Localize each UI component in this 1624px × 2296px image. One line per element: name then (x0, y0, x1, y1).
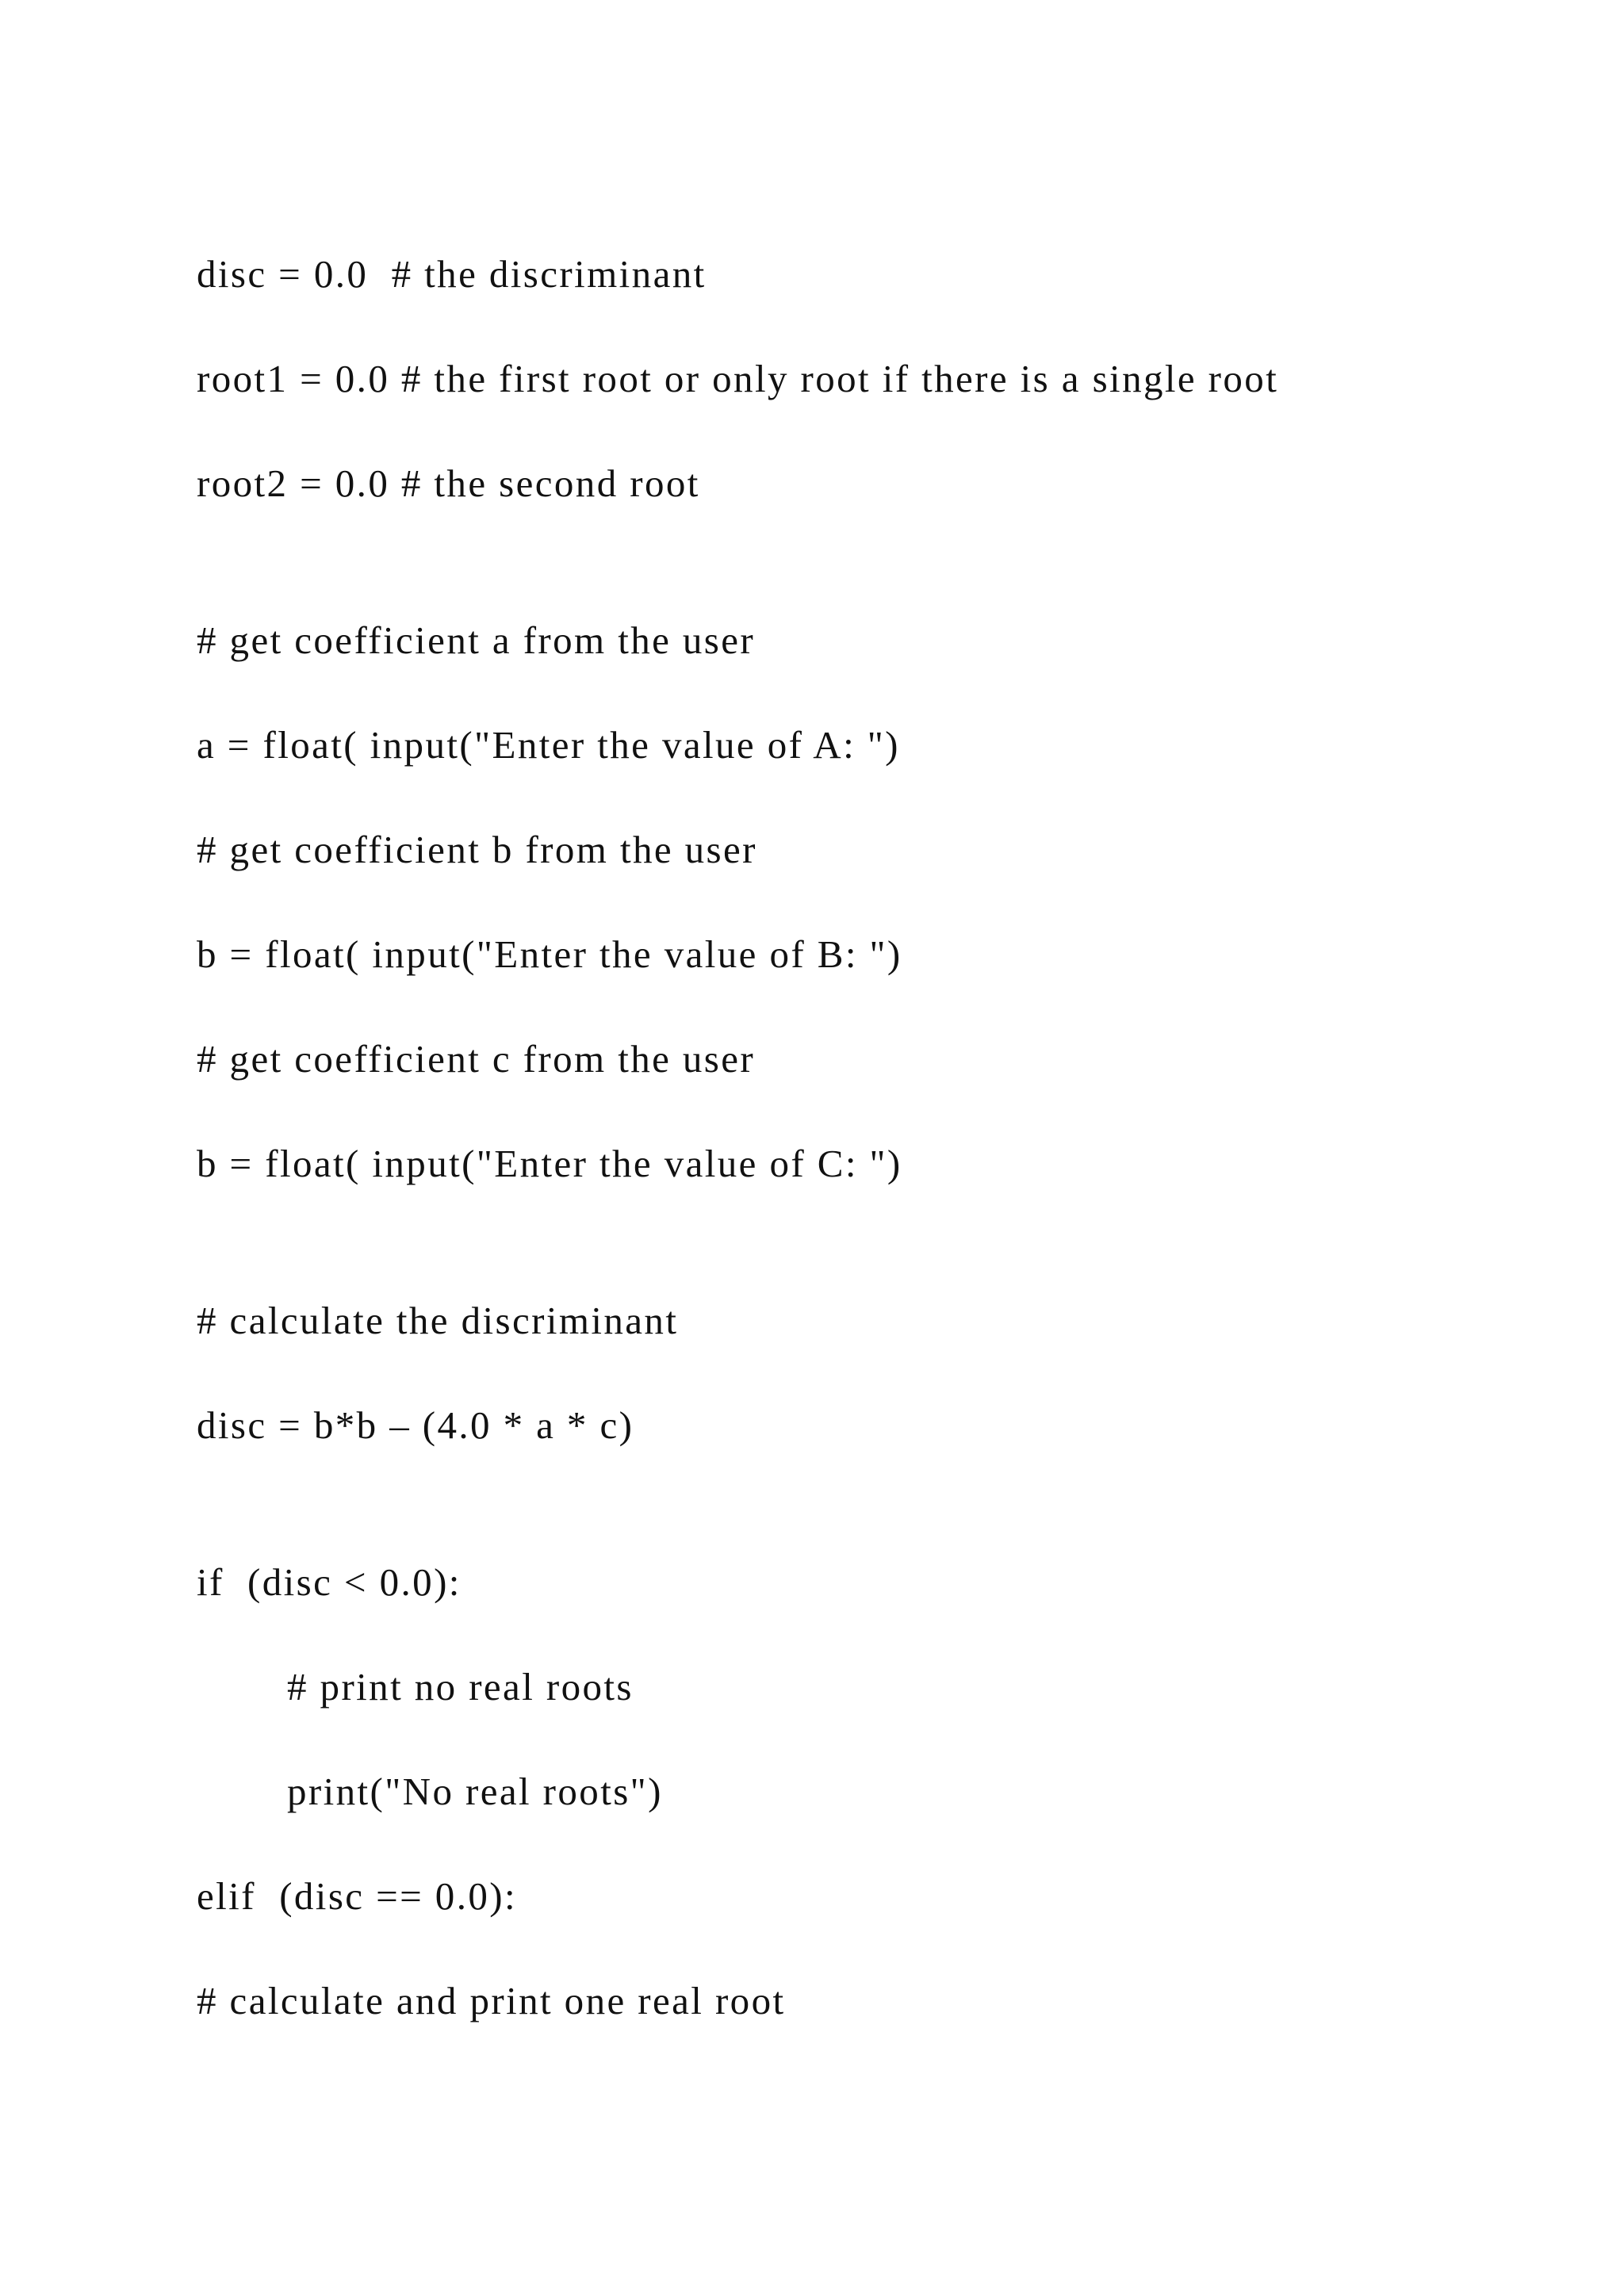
comment-calculate-discriminant: # calculate the discriminant (197, 1299, 679, 1342)
code-line-root2-init: root2 = 0.0 # the second root (197, 461, 700, 505)
code-line-input-a: a = float( input("Enter the value of A: ") (197, 723, 900, 767)
comment-get-b: # get coefficient b from the user (197, 828, 757, 871)
comment-calculate-one-root: # calculate and print one real root (197, 1979, 786, 2022)
comment-get-c: # get coefficient c from the user (197, 1037, 756, 1081)
code-line-if-disc: if (disc < 0.0): (197, 1560, 462, 1604)
code-line-input-b: b = float( input("Enter the value of B: ") (197, 932, 902, 976)
comment-print-no-real-roots: # print no real roots (287, 1665, 634, 1709)
code-line-disc-init: disc = 0.0 # the discriminant (197, 252, 707, 296)
code-line-root1-init: root1 = 0.0 # the first root or only root if there is a single root (197, 357, 1279, 400)
code-line-print-no-real-roots: print("No real roots") (287, 1770, 663, 1813)
code-line-elif-disc: elif (disc == 0.0): (197, 1874, 517, 1918)
comment-get-a: # get coefficient a from the user (197, 618, 756, 662)
code-line-disc-calc: disc = b*b – (4.0 * a * c) (197, 1403, 634, 1447)
code-line-input-c: b = float( input("Enter the value of C: ") (197, 1142, 902, 1185)
